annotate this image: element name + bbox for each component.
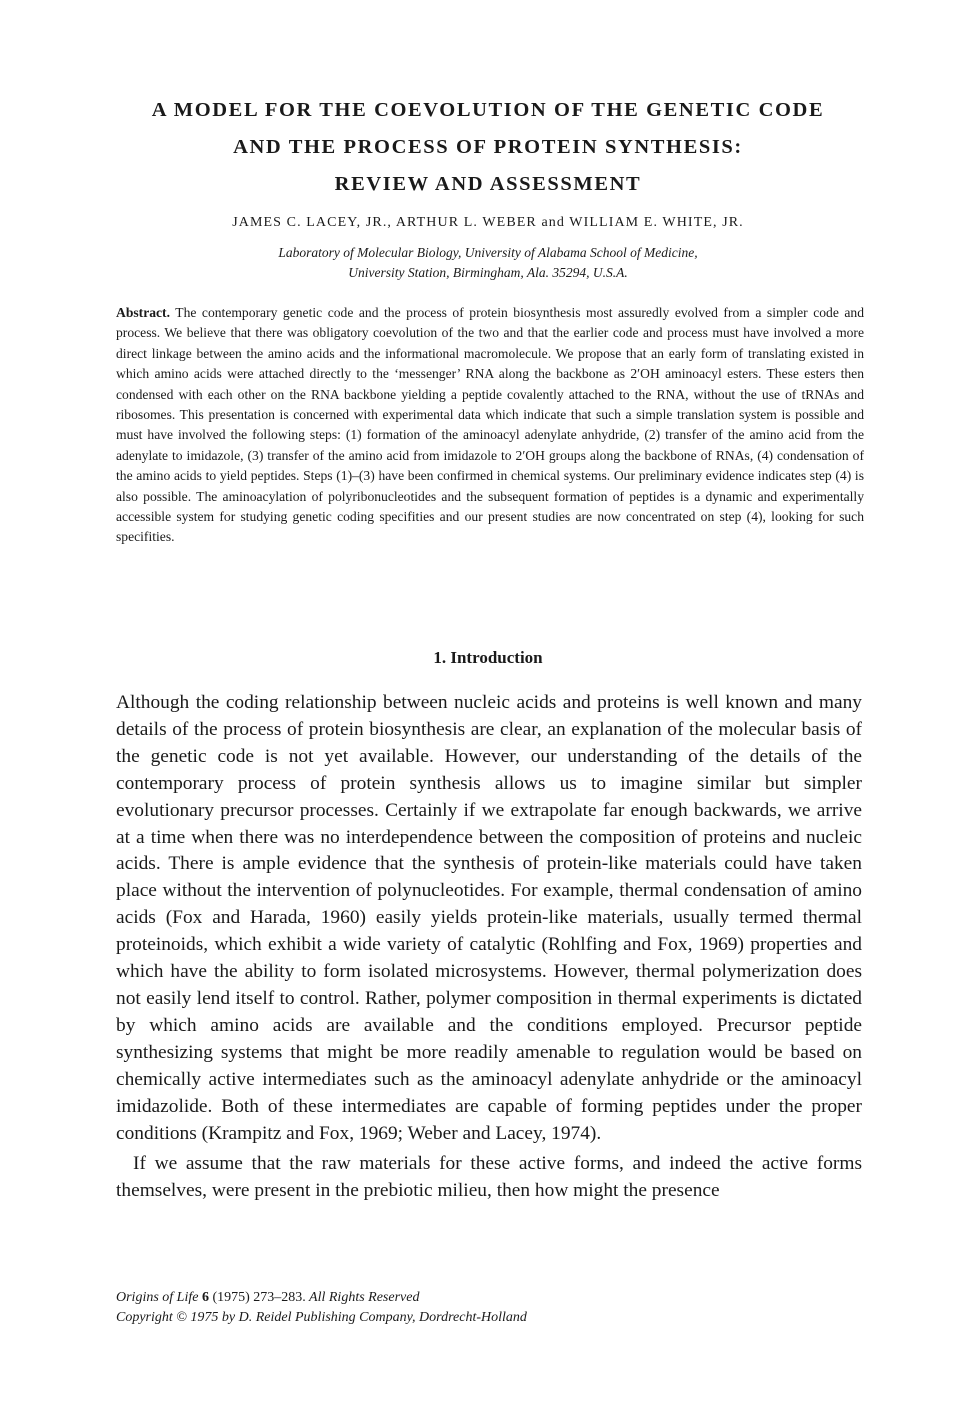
footer-journal: Origins of Life (116, 1290, 199, 1305)
paper-title (100, 92, 876, 203)
abstract-text: The contemporary genetic code and the process of protein biosynthesis most assuredly evolved from a simpler code and process. We believe that there was obligatory coevolution of the two and that the earlier code and process must have involved a more direct linkage between the amino acids and the informational macromolecule. We propose that an early form of translating existed in which amino acids were attached directly to the ‘messenger’ RNA along the backbone as 2′OH aminoacyl esters. These esters then condensed with each other on the RNA backbone yielding a peptide covalently attached to the RNA, without the use of tRNAs and ribosomes. This presentation is concerned with experimental data which indicate that such a simple translation system is possible and must have involved the following steps: (1) formation of the aminoacyl adenylate anhydride, (2) transfer of the amino acid from the adenylate to imidazole, (3) transfer of the amino acid from imidazole to 2′OH groups along the backbone of RNAs, (4) condensation of the amino acids to yield peptides. Steps (1)–(3) have been confirmed in chemical systems. Our preliminary evidence indicates step (4) is also possible. The aminoacylation of polyribonucleotides and the subsequent formation of peptides is a dynamic and experimentally accessible system for studying genetic coding specifities and our present studies are now concentrated on step (4), looking for such specifities. (116, 305, 865, 545)
title-line-2: AND THE PROCESS OF PROTEIN SYNTHESIS: (233, 136, 743, 158)
footer-pages: (1975) 273–283. (212, 1290, 306, 1305)
title-line-3: REVIEW AND ASSESSMENT (334, 173, 642, 195)
footer-journal-line (116, 1288, 527, 1308)
body-paragraph: Although the coding relationship between nucleic acids and proteins is well known and many details of the process of protein biosynthesis are clear, an explanation of the molecular basis of the genetic code is not yet available. However, our understanding of the details of the contemporary process of protein synthesis allows us to imagine similar but simpler evolutionary precursor processes. Certainly if we extrapolate far enough backwards, we arrive at a time when there was no interdependence between the composition of proteins and nucleic acids. There is ample evidence that the synthesis of protein-like materials could have taken place without the intervention of polynucleotides. For example, thermal condensation of amino acids (Fox and Harada, 1960) easily yields protein-like materials, usually termed thermal proteinoids, which exhibit a wide variety of catalytic (Rohlfing and Fox, 1969) properties and which have the ability to form isolated microsystems. However, thermal polymerization does not easily lend itself to control. Rather, polymer composition in thermal experiments is dictated by which amino acids are available and the conditions employed. Precursor peptide synthesizing systems that might be more readily amenable to regulation would be based on chemically active intermediates such as the aminoacyl adenylate anhydride or the aminoacyl imidazolide. Both of these intermediates are capable of forming peptides under the proper conditions (Krampitz and Fox, 1969; Weber and Lacey, 1974). (116, 692, 862, 1144)
abstract-label: Abstract. (116, 305, 170, 320)
affiliation-line-2: University Station, Birmingham, Ala. 35294, U.S.A. (348, 265, 628, 280)
footer-copyright: Copyright © 1975 by D. Reidel Publishing Company, Dordrecht-Holland (116, 1310, 527, 1325)
affiliation (100, 243, 876, 283)
section-body (116, 690, 862, 1205)
affiliation-line-1: Laboratory of Molecular Biology, University of Alabama School of Medicine, (278, 245, 698, 260)
footer-volume: 6 (201, 1290, 209, 1305)
footer-rights: All Rights Reserved (309, 1290, 420, 1305)
title-line-1: A MODEL FOR THE COEVOLUTION OF THE GENETIC CODE (151, 99, 825, 121)
body-paragraph: If we assume that the raw materials for these active forms, and indeed the active forms themselves, were present in the prebiotic milieu, then how might the presence (116, 1153, 862, 1202)
abstract (116, 303, 864, 548)
footer-citation (116, 1288, 527, 1328)
section-heading: 1. Introduction (433, 648, 543, 667)
author-list: JAMES C. LACEY, JR., ARTHUR L. WEBER and WILLIAM E. WHITE, JR. (232, 215, 744, 230)
